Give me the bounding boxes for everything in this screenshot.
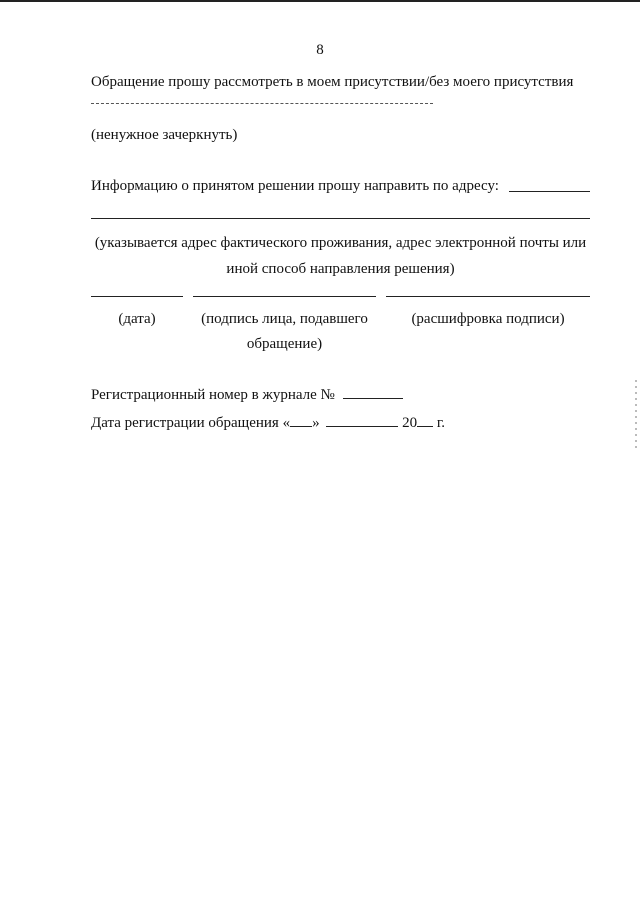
presence-statement: Обращение прошу рассмотреть в моем присутствии/без моего присутствия (91, 74, 574, 90)
registration-number-label: Регистрационный номер в журнале № (91, 387, 335, 403)
page-number: 8 (316, 42, 324, 58)
registration-date-close-quote: » (312, 415, 320, 431)
address-field-line[interactable] (91, 218, 590, 219)
decoding-caption: (расшифровка подписи) (411, 311, 565, 327)
registration-day-field[interactable] (290, 413, 312, 427)
date-caption: (дата) (118, 311, 156, 327)
scan-margin-artifact (635, 380, 637, 450)
registration-year-suffix: г. (436, 415, 446, 431)
registration-month-field[interactable] (326, 413, 398, 427)
registration-date-row (91, 413, 445, 432)
strike-out-note: (ненужное зачеркнуть) (91, 127, 238, 143)
presence-dashed-rule (91, 103, 433, 104)
registration-year-prefix: 20 (402, 415, 418, 431)
registration-date-label: Дата регистрации обращения « (91, 415, 291, 431)
address-hint: (указывается адрес фактического проживания, адрес электронной почты или иной способ направления решения) (94, 235, 587, 277)
registration-number-field[interactable] (343, 385, 403, 399)
signature-caption: (подпись лица, подавшего обращение) (201, 311, 368, 352)
registration-year-field[interactable] (417, 413, 433, 427)
delivery-statement: Информацию о принятом решении прошу направить по адресу: (91, 178, 499, 194)
signature-line[interactable] (193, 296, 376, 297)
address-field-blank[interactable] (509, 191, 590, 192)
signature-decoding-line[interactable] (386, 296, 590, 297)
registration-number-row (91, 385, 403, 404)
date-signature-line[interactable] (91, 296, 183, 297)
page-top-edge (0, 0, 640, 2)
